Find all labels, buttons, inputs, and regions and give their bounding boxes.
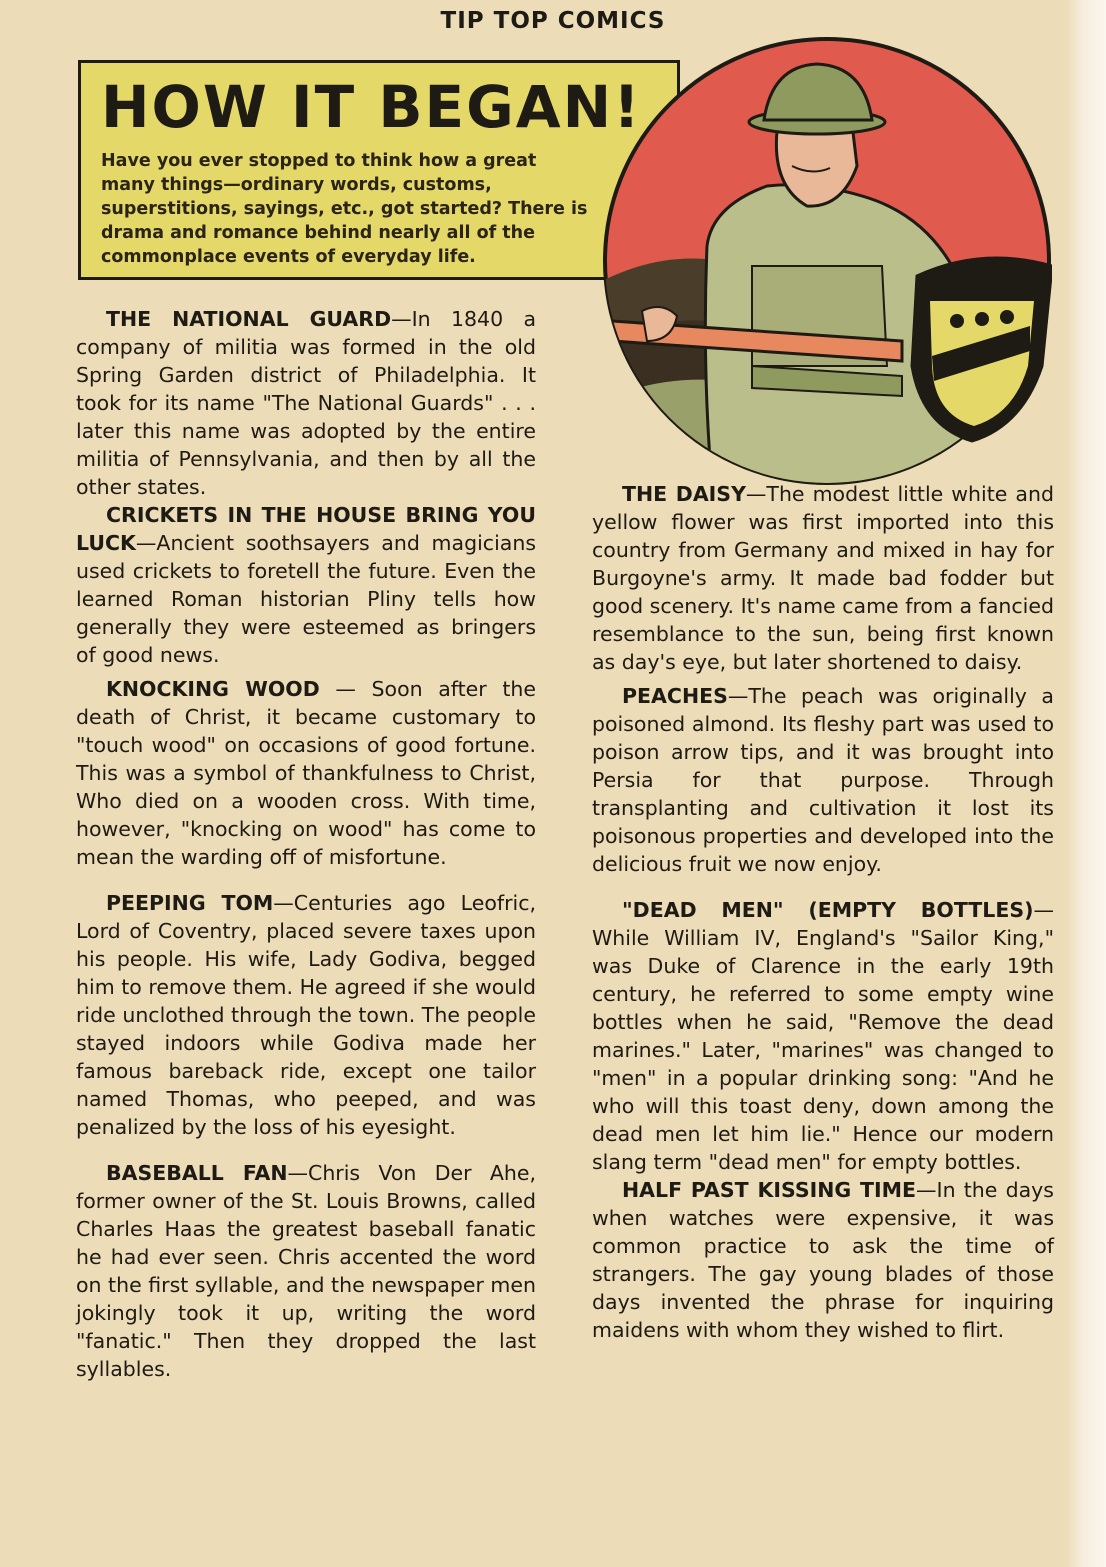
item-body: —While William IV, England's "Sailor King," was Duke of Clarence in the early 19th century, he referred to some empty wine bottles when he said, "Remove the dead marines." Later, "marines" was changed to "men" in a popular drinking song: "And he who will this toast deny, down among the dead men let him lie." Hence our modern slang term "dead men" for empty bottles. xyxy=(592,898,1054,1174)
item-body: —Chris Von Der Ahe, former owner of the St. Louis Browns, called Charles Haas the greatest baseball fanatic he had ever seen. Chris accented the word on the first syllable, and the newspaper men jokingly took it up, writing the word "fanatic." Then they dropped the last syllables. xyxy=(76,1161,537,1381)
item-heading: CRICKETS IN THE HOUSE BRING YOU LUCK xyxy=(76,503,536,555)
soldier-illustration xyxy=(602,36,1052,486)
left-column xyxy=(76,305,536,1383)
page-header: TIP TOP COMICS xyxy=(440,8,666,34)
item-heading: THE DAISY xyxy=(622,482,746,506)
feature-title: HOW IT BEGAN! xyxy=(101,73,642,141)
item-daisy xyxy=(592,480,1054,676)
item-knocking-wood xyxy=(76,675,536,871)
item-body: —In the days when watches were expensive, it was common practice to ask the time of strangers. The gay young blades of those days invented the phrase for inquiring maidens with whom they wished to flirt. xyxy=(592,1178,1054,1342)
item-body: —The modest little white and yellow flower was first imported into this country from Germany and mixed in hay for Burgoyne's army. It made bad fodder but good scenery. It's name came from a fancied resemblance to the sun, being first known as day's eye, but later shortened to daisy. xyxy=(592,482,1054,674)
item-heading: THE NATIONAL GUARD xyxy=(106,307,392,331)
item-national-guard xyxy=(76,305,536,501)
item-body: — Soon after the death of Christ, it became customary to "touch wood" on occasions of good fortune. This was a symbol of thankfulness to Christ, Who died on a wooden cross. With time, however, "knocking on wood" has come to mean the warding off of misfortune. xyxy=(76,677,536,869)
item-peaches xyxy=(592,682,1054,878)
item-crickets xyxy=(76,501,536,669)
item-heading: "DEAD MEN" (EMPTY BOTTLES) xyxy=(622,898,1034,922)
feature-intro: Have you ever stopped to think how a great many things—ordinary words, customs, superstitions, sayings, etc., got started? There is drama and romance behind nearly all of the commonplace events of everyday life. xyxy=(101,151,588,267)
right-column xyxy=(592,480,1054,1344)
item-peeping-tom xyxy=(76,889,536,1141)
title-box xyxy=(78,60,680,280)
item-baseball-fan xyxy=(76,1159,536,1383)
item-heading: HALF PAST KISSING TIME xyxy=(622,1178,917,1202)
item-body: —The peach was originally a poisoned almond. Its fleshy part was used to poison arrow tips, and it was brought into Persia for that purpose. Through transplanting and cultivation it lost its poisonous properties and developed into the delicious fruit we now enjoy. xyxy=(592,684,1054,876)
item-dead-men xyxy=(592,896,1054,1176)
item-body: —Centuries ago Leofric, Lord of Coventry, placed severe taxes upon his people. His wife, Lady Godiva, begged him to remove them. He agreed if she would ride unclothed through the town. The people stayed indoors while Godiva made her famous bareback ride, except one tailor named Thomas, who peeped, and was penalized by the loss of his eyesight. xyxy=(76,891,536,1139)
item-body: —Ancient soothsayers and magicians used crickets to foretell the future. Even the learned Roman historian Pliny tells how generally they were esteemed as bringers of good news. xyxy=(76,531,536,667)
item-half-past-kissing-time xyxy=(592,1176,1054,1344)
item-heading: BASEBALL FAN xyxy=(106,1161,288,1185)
item-heading: PEACHES xyxy=(622,684,728,708)
item-body: —In 1840 a company of militia was formed in the old Spring Garden district of Philadelphia. It took for its name "The National Guards" . . . later this name was adopted by the entire militia of Pennsylvania, and then by all the other states. xyxy=(76,307,536,499)
page-edge xyxy=(1066,0,1106,1567)
item-heading: PEEPING TOM xyxy=(106,891,274,915)
item-heading: KNOCKING WOOD xyxy=(106,677,320,701)
